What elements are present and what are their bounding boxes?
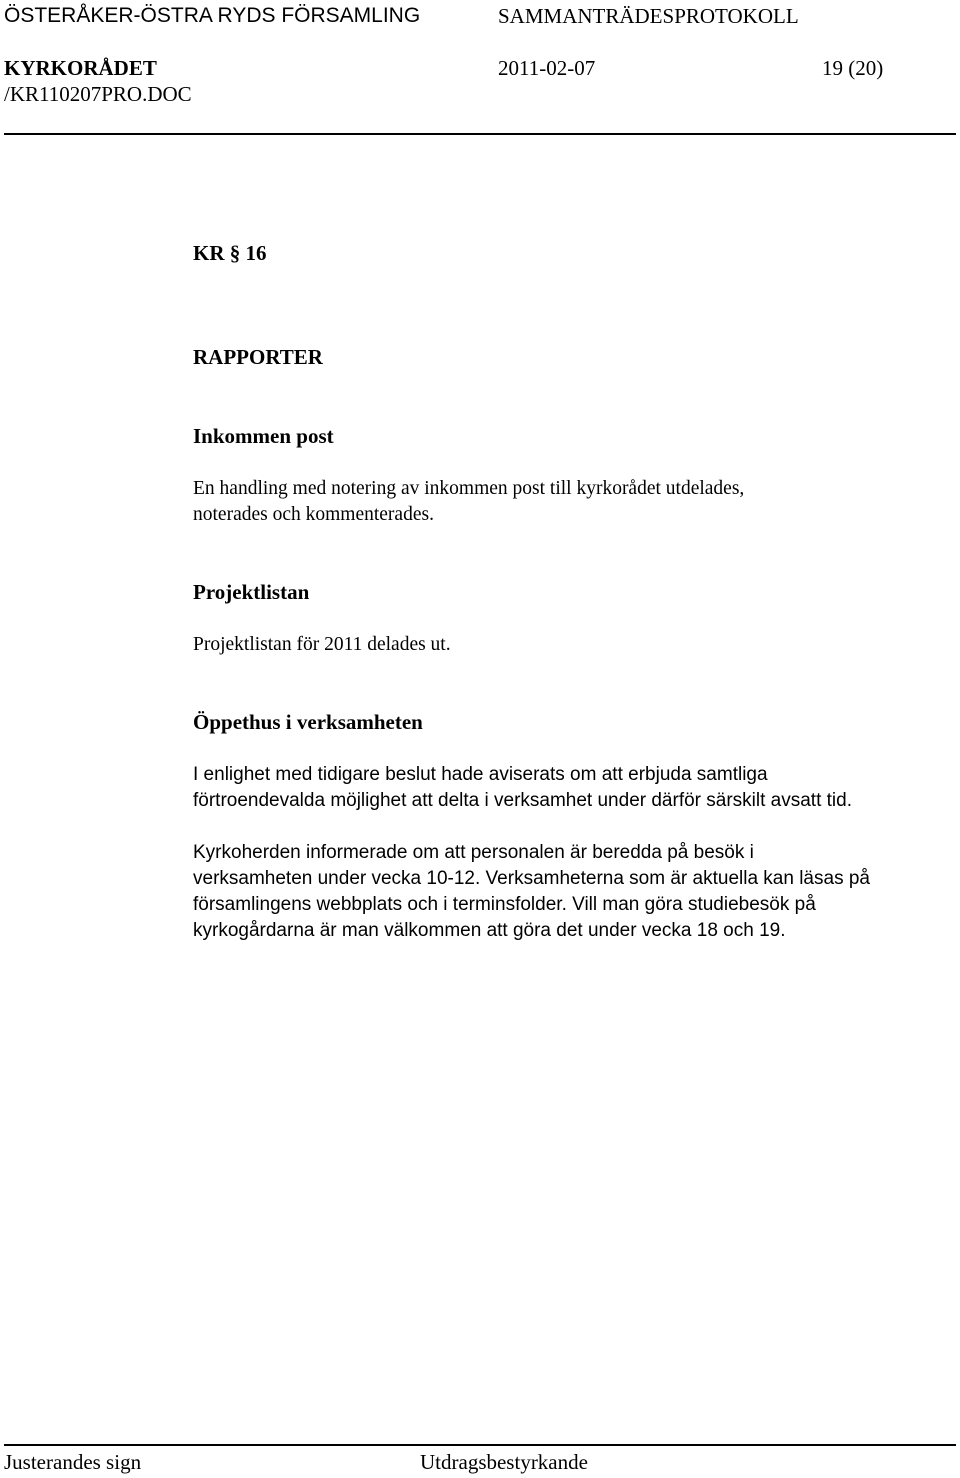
text-line: församlingens webbplats och i terminsfolder. Vill man göra studiebesök på <box>193 894 816 915</box>
footer-extract-certification-label: Utdragsbestyrkande <box>420 1450 588 1474</box>
footer-signature-label: Justerandes sign <box>4 1450 142 1474</box>
paragraph-open-house-1 <box>193 762 852 814</box>
paragraph-project-list <box>193 632 451 658</box>
header-date: 2011-02-07 <box>498 56 596 80</box>
header-document-type: SAMMANTRÄDESPROTOKOLL <box>498 4 799 28</box>
section-heading-incoming-mail: Inkommen post <box>193 424 334 448</box>
text-line: Kyrkoherden informerade om att personalen är beredda på besök i <box>193 842 754 863</box>
text-line: noterades och kommenterades. <box>193 504 434 525</box>
header-body: KYRKORÅDET <box>4 56 157 80</box>
header-organization: ÖSTERÅKER-ÖSTRA RYDS FÖRSAMLING <box>4 4 421 27</box>
paragraph-incoming-mail <box>193 476 744 528</box>
section-heading-project-list: Projektlistan <box>193 580 310 604</box>
text-line: kyrkogårdarna är man välkommen att göra det under vecka 18 och 19. <box>193 920 786 941</box>
header-page-number: 19 (20) <box>822 56 884 80</box>
section-heading-open-house: Öppethus i verksamheten <box>193 710 423 734</box>
paragraph-open-house-2 <box>193 840 870 944</box>
header-rule <box>4 133 956 135</box>
footer-rule <box>4 1444 956 1446</box>
section-title: RAPPORTER <box>193 345 323 369</box>
text-line: En handling med notering av inkommen post till kyrkorådet utdelades, <box>193 478 745 499</box>
text-line: I enlighet med tidigare beslut hade aviserats om att erbjuda samtliga <box>193 764 768 785</box>
text-line: Projektlistan för 2011 delades ut. <box>193 634 451 655</box>
paragraph-number: KR § 16 <box>193 241 267 265</box>
text-line: verksamheten under vecka 10-12. Verksamheterna som är aktuella kan läsas på <box>193 868 870 889</box>
text-line: förtroendevalda möjlighet att delta i verksamhet under därför särskilt avsatt tid. <box>193 790 852 811</box>
header-file-name: /KR110207PRO.DOC <box>4 82 192 106</box>
